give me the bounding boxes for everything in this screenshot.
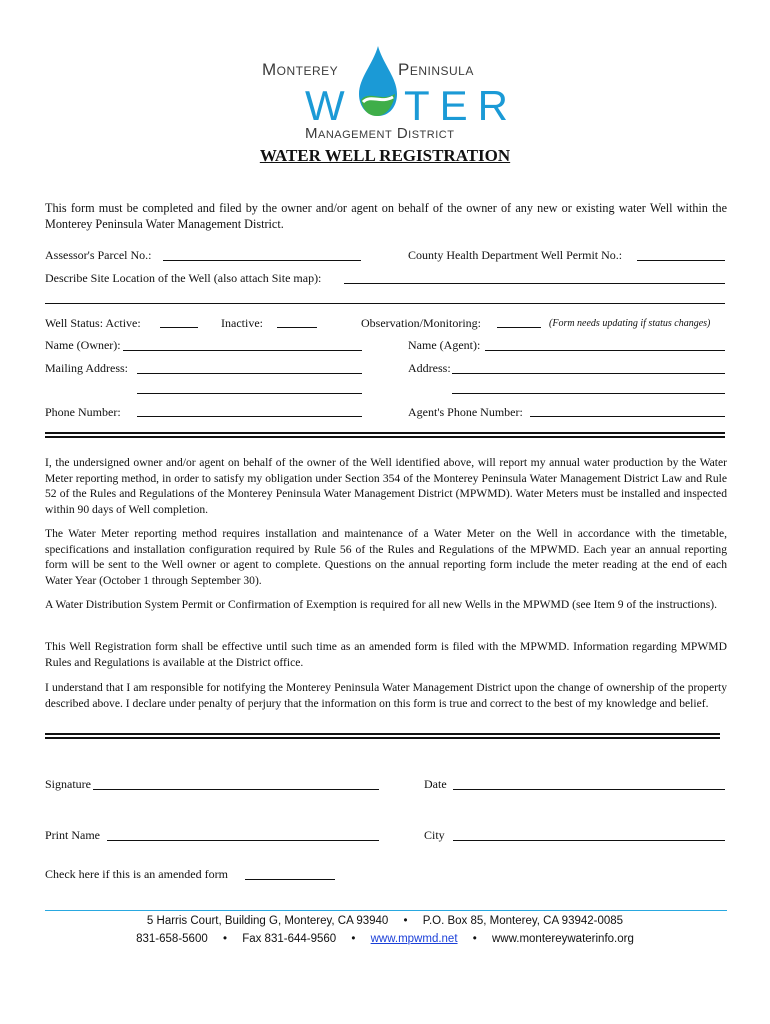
site-location-field[interactable] bbox=[344, 283, 725, 284]
owner-name-label: Name (Owner): bbox=[45, 338, 121, 352]
footer-line-2 bbox=[0, 933, 770, 945]
inactive-field[interactable] bbox=[277, 327, 317, 328]
signature-field[interactable] bbox=[93, 789, 379, 790]
logo-word-peninsula: Peninsula bbox=[398, 60, 474, 79]
print-name-field[interactable] bbox=[107, 840, 379, 841]
agent-address-field-2[interactable] bbox=[452, 393, 725, 394]
agent-name-field[interactable] bbox=[485, 350, 725, 351]
amended-label: Check here if this is an amended form bbox=[45, 867, 228, 881]
signature-label: Signature bbox=[45, 777, 91, 791]
footer-po-box: P.O. Box 85, Monterey, CA 93942-0085 bbox=[422, 915, 624, 927]
logo-water-ter: TER bbox=[404, 82, 518, 129]
paragraph-meter: The Water Meter reporting method requires installation and maintenance of a Water Meter on the Well in accordance with the timetable, specifications and installation configuration required by Rule 56 of the Rules and Regulations of the MPWMD. Each year an annual reporting form will be sent to the Well owner or agent to complete. Questions on the annual reporting form include the meter reading at the end of each Water Year (October 1 through September 30). bbox=[45, 527, 727, 587]
bullet-icon: • bbox=[222, 933, 227, 945]
footer-line-1 bbox=[0, 915, 770, 927]
bullet-icon: • bbox=[472, 933, 477, 945]
water-drop-icon bbox=[355, 44, 401, 118]
site-location-label: Describe Site Location of the Well (also attach Site map): bbox=[45, 271, 322, 285]
amended-checkbox-field[interactable] bbox=[245, 879, 335, 880]
footer-website-2: www.montereywaterinfo.org bbox=[491, 933, 634, 945]
city-field[interactable] bbox=[453, 840, 725, 841]
section-divider-2 bbox=[45, 733, 720, 739]
page-title: WATER WELL REGISTRATION bbox=[259, 146, 511, 165]
agent-address-field[interactable] bbox=[452, 373, 725, 374]
footer-address: 5 Harris Court, Building G, Monterey, CA 93940 bbox=[146, 915, 389, 927]
phone-field[interactable] bbox=[137, 416, 362, 417]
agent-phone-field[interactable] bbox=[530, 416, 725, 417]
well-status-label: Well Status: Active: bbox=[45, 316, 141, 330]
mailing-address-label: Mailing Address: bbox=[45, 361, 128, 375]
date-label: Date bbox=[424, 777, 447, 791]
paragraph-effective: This Well Registration form shall be effective until such time as an amended form is filed with the MPWMD. Information regarding MPWMD Rules and Regulations is available at the District office. bbox=[45, 640, 727, 669]
footer-fax: Fax 831-644-9560 bbox=[242, 933, 337, 945]
phone-label: Phone Number: bbox=[45, 405, 121, 419]
date-field[interactable] bbox=[453, 789, 725, 790]
mailing-address-field-2[interactable] bbox=[137, 393, 362, 394]
agent-address-label: Address: bbox=[408, 361, 451, 375]
footer-rule bbox=[45, 910, 727, 911]
assessor-label: Assessor's Parcel No.: bbox=[45, 248, 152, 262]
logo-water-w: W bbox=[305, 82, 345, 129]
active-field[interactable] bbox=[160, 327, 198, 328]
footer-website-link[interactable]: www.mpwmd.net bbox=[370, 933, 458, 945]
owner-name-field[interactable] bbox=[123, 350, 362, 351]
footer-phone: 831-658-5600 bbox=[136, 933, 208, 945]
inactive-label: Inactive: bbox=[221, 316, 263, 330]
observation-label: Observation/Monitoring: bbox=[361, 316, 481, 330]
logo-word-monterey: Monterey bbox=[262, 60, 339, 79]
assessor-field[interactable] bbox=[163, 260, 361, 261]
mailing-address-field[interactable] bbox=[137, 373, 362, 374]
section-divider bbox=[45, 432, 725, 438]
agent-phone-label: Agent's Phone Number: bbox=[408, 405, 523, 419]
observation-field[interactable] bbox=[497, 327, 541, 328]
bullet-icon: • bbox=[351, 933, 356, 945]
bullet-icon: • bbox=[403, 915, 408, 927]
county-permit-label: County Health Department Well Permit No.: bbox=[408, 248, 623, 262]
agent-name-label: Name (Agent): bbox=[408, 338, 481, 352]
print-name-label: Print Name bbox=[45, 828, 100, 842]
site-location-field-2[interactable] bbox=[45, 303, 725, 304]
county-permit-field[interactable] bbox=[637, 260, 725, 261]
status-note: (Form needs updating if status changes) bbox=[549, 318, 711, 329]
city-label: City bbox=[424, 828, 445, 842]
paragraph-reporting: I, the undersigned owner and/or agent on behalf of the owner of the Well identified above, will report my annual water production by the Water Meter reporting method, in order to satisfy my obligation under Section 354 of the Monterey Peninsula Water Management District Law and Rule 52 of the Rules and Regulations of the Monterey Peninsula Water Management District (MPWMD). Water Meters must be installed and inspected within 90 days of Well completion. bbox=[45, 456, 727, 516]
intro-text: This form must be completed and filed by the owner and/or agent on behalf of the owner of any new or existing water Well within the Monterey Peninsula Water Management District. bbox=[45, 201, 727, 231]
paragraph-permit: A Water Distribution System Permit or Confirmation of Exemption is required for all new Wells in the MPWMD (see Item 9 of the instructions). bbox=[45, 598, 717, 611]
logo-word-management-district: Management District bbox=[305, 125, 455, 142]
paragraph-declaration: I understand that I am responsible for notifying the Monterey Peninsula Water Management District upon the change of ownership of the property described above. I declare under penalty of perjury that the information on this form is true and correct to the best of my knowledge and belief. bbox=[45, 681, 727, 710]
